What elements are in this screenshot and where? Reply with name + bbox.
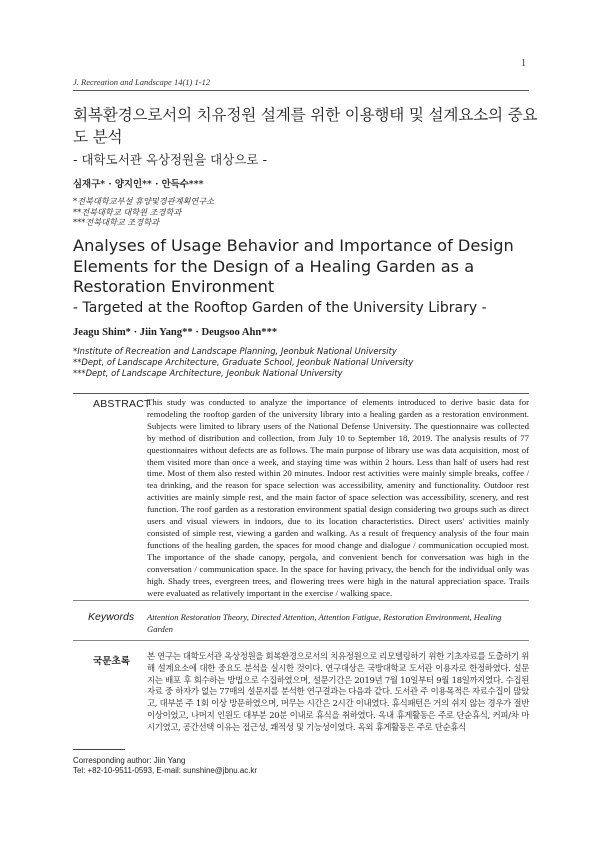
keywords-label: Keywords: [88, 611, 135, 623]
korean-abstract-label: 국문초록: [93, 656, 131, 667]
korean-affiliation: **전북대학교 대학원 조경학과: [73, 206, 182, 217]
english-authors: Jeagu Shim* · Jiin Yang** · Deugsoo Ahn***: [73, 327, 278, 338]
correspondence-footnote: [73, 756, 257, 776]
journal-citation: J. Recreation and Landscape 14(1) 1-12: [73, 77, 211, 87]
korean-title: 회복환경으로서의 치유정원 설계를 위한 이용행태 및 설계요소의 중요도 분석: [73, 106, 538, 146]
english-affiliation: ***Dept, of Landscape Architecture, Jeonbuk National University: [73, 367, 343, 378]
english-affiliation: *Institute of Recreation and Landscape Planning, Jeonbuk National University: [73, 346, 397, 356]
keywords-text: Attention Restoration Theory, Directed Attention, Attention Fatigue, Restoration Environment, Healing Garden: [147, 612, 502, 634]
header-divider: [73, 90, 529, 91]
english-subtitle: - Targeted at the Rooftop Garden of the University Library -: [73, 300, 487, 316]
korean-affiliation: *전북대학교부설 휴양및경관계획연구소: [73, 196, 215, 206]
english-affiliations: [73, 346, 413, 378]
corresponding-author: Corresponding author: Jiin Yang: [73, 756, 186, 765]
keywords-top-divider: [73, 600, 529, 601]
page-number: 1: [521, 58, 526, 69]
korean-authors: 심재구* · 양지인** · 안득수***: [73, 179, 204, 190]
english-title: Analyses of Usage Behavior and Importance of Design Elements for the Design of a Healing Garden as a Restoration Environment: [73, 236, 514, 296]
abstract-label: ABSTRACT: [93, 398, 151, 410]
contact-info: Tel: +82-10-9511-0593, E-mail: sunshine@jbnu.ac.kr: [73, 766, 257, 776]
abstract-text: This study was conducted to analyze the importance of elements introduced to derive basic data for remodeling the rooftop garden of the university library into a healing garden as a restoration environment. Subjects were limited to library users of the National Defense University. The questionnaire was collected by method of distribution and collection, from July 10 to September 18, 2019. The analysis results of 77 questionnaires without defects are as follows. The main purpose of library use was data acquisition, most of them visited more than once a week, and staying time was within 2 hours. Less than half of users had rest time. Most of them also rested within 20 minutes. Indoor rest activities were mainly simple breaks, coffee / tea drinking, and the reason for space selection was accessibility, amenity and functionality. Outdoor rest activities are mainly simple rest, and the main factor of space selection was accessibility, scenery, and rest function. The roof garden as a restoration environment spatial design considering two groups such as direct users and visual viewers in indoors, due to its location characteristics. Direct users' activities mainly consisted of simple rest, viewing a garden and walking. As a result of frequency analysis of the four main functions of the healing garden, the spaces for mood change and dialogue / communication occupied most. The importance of the shade canopy, pergola, and convenient bench for conversation was high in the conversation / communication space. In the space for having privacy, the bench for the individual only was high. Shady trees, evergreen trees, and flowering trees were high in the natural appreciation space. Trails were evaluated as relatively important in the exercise / walking space.: [147, 397, 529, 598]
korean-abstract-text: 본 연구는 대학도서관 옥상정원을 회복환경으로서의 치유정원으로 리모델링하기 위한 기초자료를 도출하기 위해 설계요소에 대한 중요도 분석을 실시한 것이다. 연구대상은 국방대학교 도서관 이용자로 한정하였다. 설문지는 배포 후 회수하는 방법으로 수집하였으며, 설문기간은 2019년 7월 10일부터 9월 18일까지였다. 수집된 자료 중 하자가 없는 77매의 설문지를 분석한 연구결과는 다음과 같다. 도서관 주 이용목적은 자료수집이 많았고, 대부분 주 1회 이상 방문하였으며, 머무는 시간은 2시간 이내였다. 휴식패턴은 거의 쉬지 않는 경우가 절반 이상이었고, 나머지 인원도 대부분 20분 이내로 휴식을 취하였다. 옥내 휴게활동은 주로 단순휴식, 커피/차 마시기였고, 공간선택 이유는 접근성, 쾌적성 및 기능성이었다. 옥외 휴게활동은 주로 단순휴식: [147, 651, 529, 732]
korean-subtitle: - 대학도서관 옥상정원을 대상으로 -: [73, 152, 267, 167]
abstract-top-divider: [73, 393, 529, 394]
english-affiliation: **Dept, of Landscape Architecture, Graduate School, Jeonbuk National University: [73, 356, 414, 367]
keywords-bottom-divider: [73, 640, 529, 641]
korean-affiliation: ***전북대학교 조경학과: [73, 217, 160, 228]
footnote-divider: [73, 749, 125, 750]
korean-affiliations: [73, 196, 214, 228]
